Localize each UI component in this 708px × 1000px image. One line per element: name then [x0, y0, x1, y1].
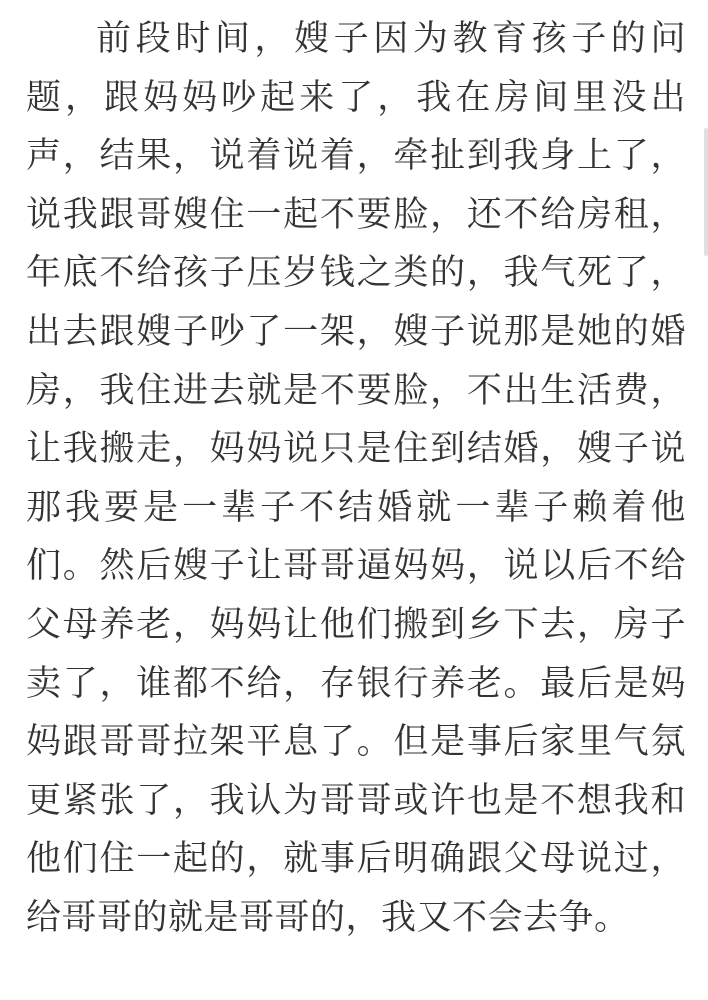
scrollbar-thumb[interactable]	[704, 128, 708, 256]
article-paragraph: 前段时间，嫂子因为教育孩子的问题，跟妈妈吵起来了，我在房间里没出声，结果，说着说着，牵扯到我身上了，说我跟哥嫂住一起不要脸，还不给房租，年底不给孩子压岁钱之类的，我气死了，出去跟嫂子吵了一架，嫂子说那是她的婚房，我住进去就是不要脸，不出生活费，让我搬走，妈妈说只是住到结婚，嫂子说那我要是一辈子不结婚就一辈子赖着他们。然后嫂子让哥哥逼妈妈，说以后不给父母养老，妈妈让他们搬到乡下去，房子卖了，谁都不给，存银行养老。最后是妈妈跟哥哥拉架平息了。但是事后家里气氛更紧张了，我认为哥哥或许也是不想我和他们住一起的，就事后明确跟父母说过，给哥哥的就是哥哥的，我又不会去争。	[26, 19, 686, 938]
